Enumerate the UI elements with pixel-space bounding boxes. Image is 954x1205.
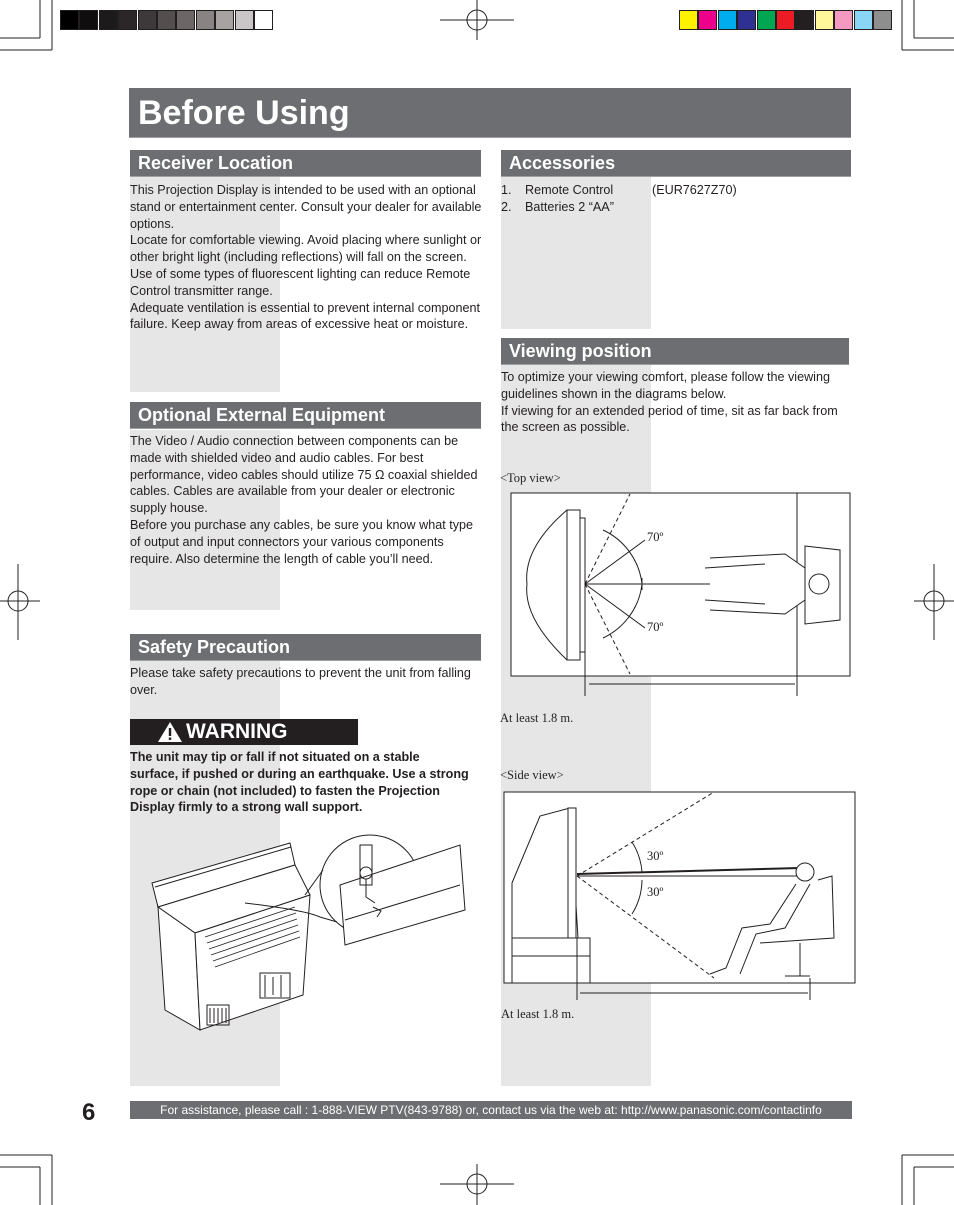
warning-label: WARNING [186, 720, 288, 743]
calibration-swatch [854, 10, 873, 30]
top-view-label: <Top view> [500, 471, 561, 485]
calibration-swatch [737, 10, 756, 30]
footer-bar [130, 1101, 852, 1119]
side-view-distance: At least 1.8 m. [501, 1007, 575, 1021]
calibration-swatch [795, 10, 814, 30]
safety-heading: Safety Precaution [130, 634, 481, 661]
title-bar [129, 88, 851, 138]
calibration-swatch [60, 10, 79, 30]
calibration-swatch [679, 10, 698, 30]
calibration-swatch [254, 10, 273, 30]
top-view-diagram [505, 488, 855, 698]
calibration-swatch [99, 10, 118, 30]
side-view-angle-bottom: 30º [647, 885, 664, 899]
paragraph: Locate for comfortable viewing. Avoid placing where sunlight or other bright light (including reflections) will fall on the screen. [130, 233, 482, 265]
warning-triangle-icon [157, 721, 183, 743]
calibration-swatch [718, 10, 737, 30]
top-view-angle-top: 70º [647, 530, 664, 544]
calibration-swatch [215, 10, 234, 30]
calibration-swatch [698, 10, 717, 30]
calibration-swatch [815, 10, 834, 30]
paragraph: To optimize your viewing comfort, please follow the viewing guidelines shown in the diagrams below. [501, 370, 830, 401]
top-view-angle-bottom: 70º [647, 620, 664, 634]
accessory-name: Remote Control [525, 183, 614, 197]
calibration-swatch [873, 10, 892, 30]
side-view-angle-top: 30º [647, 849, 664, 863]
optional-equipment-text [130, 433, 485, 567]
accessory-item [501, 199, 851, 216]
optional-equipment-heading: Optional External Equipment [130, 402, 481, 429]
side-view-label: <Side view> [500, 768, 564, 782]
paragraph: Before you purchase any cables, be sure you know what type of output and input connectors your various components require. Also determine the length of cable you’ll need. [130, 517, 474, 566]
side-view-diagram [500, 788, 856, 1003]
tv-tether-illustration [145, 825, 480, 1040]
page-title: Before Using [138, 94, 350, 132]
calibration-swatch [176, 10, 195, 30]
paragraph: If viewing for an extended period of time, sit as far back from the screen as possible. [501, 403, 838, 435]
paragraph: This Projection Display is intended to be used with an optional stand or entertainment center. Consult your dealer for available options. [130, 183, 482, 231]
warning-banner [130, 719, 358, 745]
viewing-text [501, 369, 851, 436]
paragraph: Use of some types of fluorescent lighting can reduce Remote Control transmitter range. [130, 266, 471, 298]
calibration-swatch [118, 10, 137, 30]
accessory-item [501, 182, 851, 199]
paragraph: Adequate ventilation is essential to prevent internal component failure. Keep away from areas of excessive heat or moisture. [130, 300, 481, 332]
calibration-swatch [776, 10, 795, 30]
calibration-swatch [834, 10, 853, 30]
calibration-swatch [138, 10, 157, 30]
calibration-swatch [196, 10, 215, 30]
paragraph: The Video / Audio connection between components can be made with shielded video and audio cables. For best performance, video cables should utilize 75 Ω coaxial shielded cables. Cables are available from your dealer or electronic supply house. [130, 434, 478, 516]
calibration-swatch [235, 10, 254, 30]
safety-text: Please take safety precautions to prevent the unit from falling over. [130, 666, 471, 697]
footer-text: For assistance, please call : 1-888-VIEW PTV(843-9788) or, contact us via the web at: http://www.panasonic.com/contactinfo [160, 1103, 822, 1117]
calibration-swatch [757, 10, 776, 30]
receiver-location-heading: Receiver Location [130, 150, 481, 177]
accessory-num: 1. [501, 183, 512, 197]
calibration-swatch [157, 10, 176, 30]
accessory-name: Batteries 2 “AA” [525, 200, 614, 214]
receiver-location-text [130, 182, 485, 333]
warning-text: The unit may tip or fall if not situated on a stable surface, if pushed or during an earthquake. Use a strong rope or chain (not included) to fasten the Projection Display firmly to a strong wall support. [130, 750, 469, 815]
page-number: 6 [82, 1099, 96, 1126]
calibration-swatch [79, 10, 98, 30]
viewing-heading: Viewing position [501, 338, 849, 365]
top-view-distance: At least 1.8 m. [500, 711, 574, 725]
accessory-code: (EUR7627Z70) [652, 183, 737, 197]
accessories-heading: Accessories [501, 150, 851, 177]
accessory-num: 2. [501, 200, 512, 214]
